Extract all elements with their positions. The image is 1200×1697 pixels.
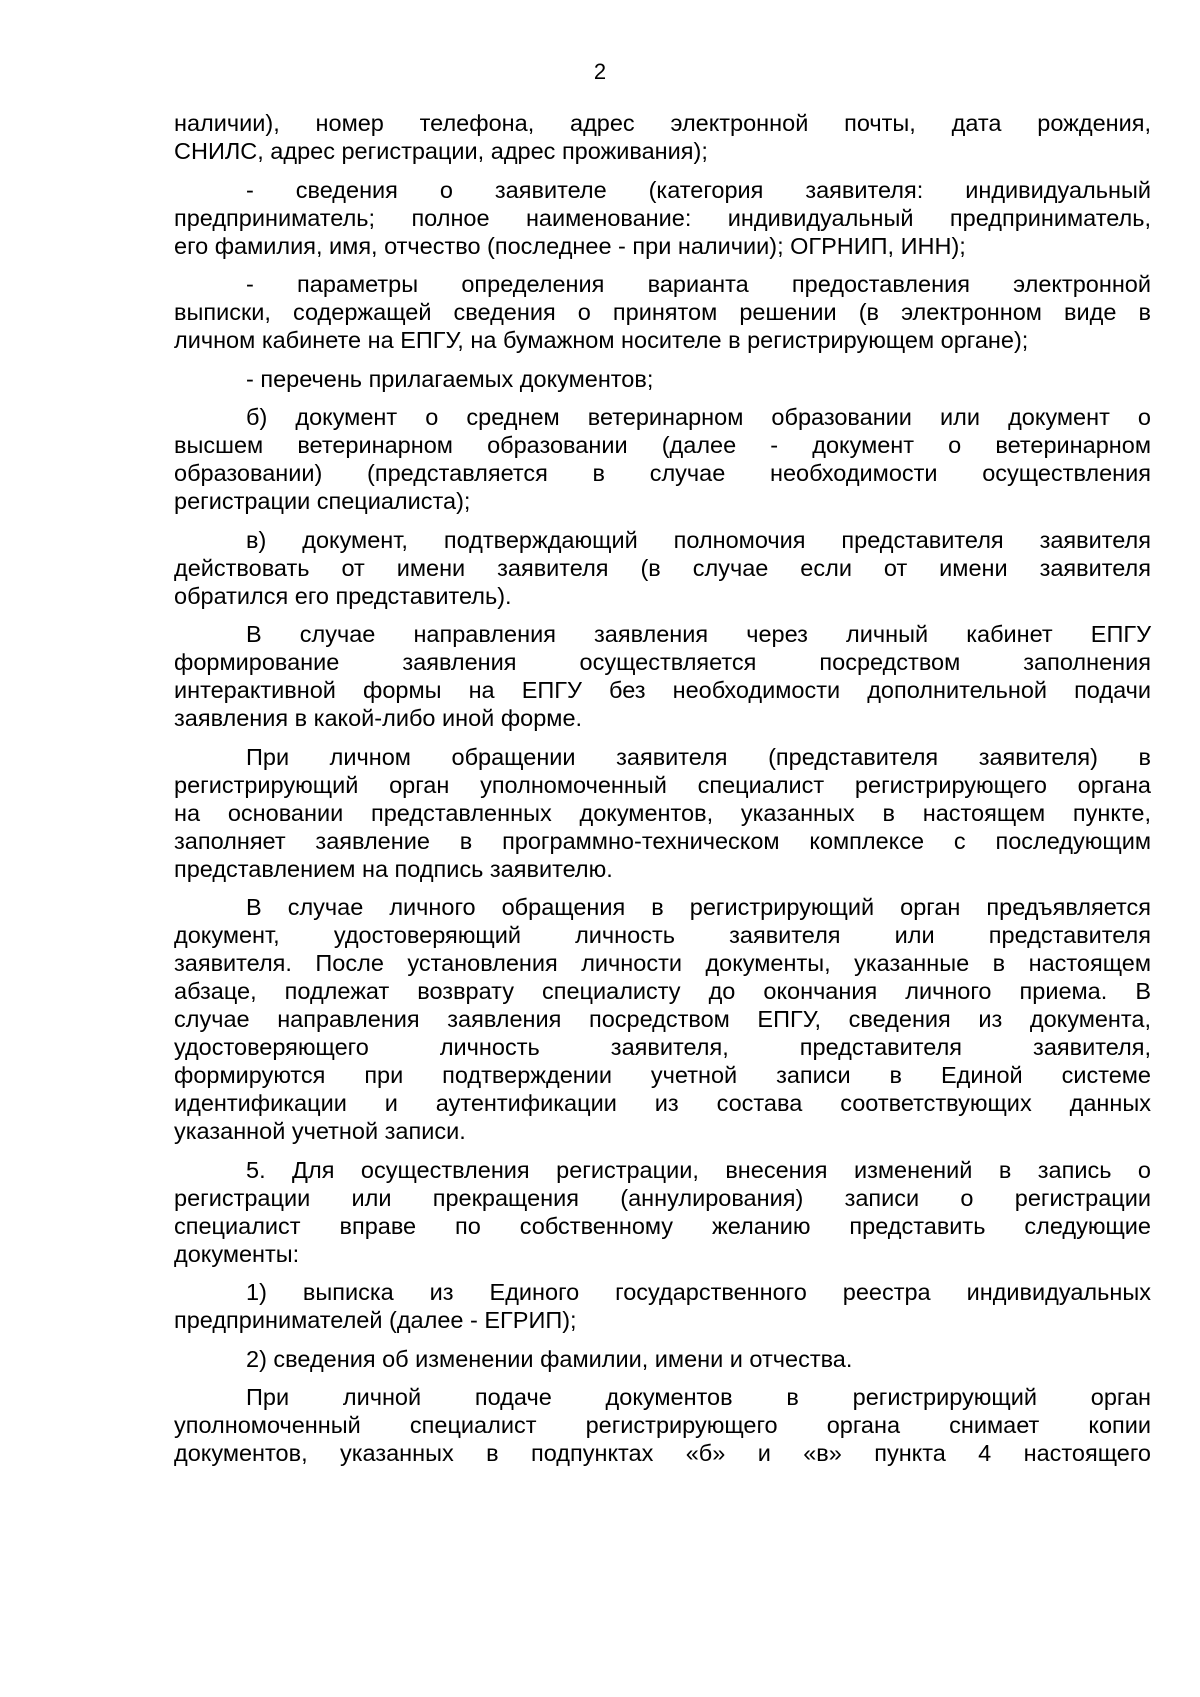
- text-line: наличии), номер телефона, адрес электронной почты, дата рождения,: [174, 110, 1151, 136]
- text-line: на основании представленных документов, указанных в настоящем пункте,: [174, 800, 1151, 826]
- text-line: специалист вправе по собственному желанию представить следующие: [174, 1213, 1151, 1239]
- text-line: формируются при подтверждении учетной записи в Единой системе: [174, 1062, 1151, 1088]
- text-line: При личном обращении заявителя (представителя заявителя) в: [246, 744, 1151, 770]
- text-line: образовании) (представляется в случае необходимости осуществления: [174, 460, 1151, 486]
- text-line: в) документ, подтверждающий полномочия представителя заявителя: [246, 527, 1151, 553]
- text-line: формирование заявления осуществляется посредством заполнения: [174, 649, 1151, 675]
- text-line: - параметры определения варианта предоставления электронной: [246, 271, 1151, 297]
- text-line: случае направления заявления посредством ЕПГУ, сведения из документа,: [174, 1006, 1151, 1032]
- text-line: абзаце, подлежат возврату специалисту до окончания личного приема. В: [174, 978, 1151, 1004]
- text-line: СНИЛС, адрес регистрации, адрес проживания);: [174, 138, 708, 164]
- text-line: заявителя. После установления личности документы, указанные в настоящем: [174, 950, 1151, 976]
- text-line: документов, указанных в подпунктах «б» и «в» пункта 4 настоящего: [174, 1440, 1151, 1466]
- text-line: документ, удостоверяющий личность заявителя или представителя: [174, 922, 1151, 948]
- text-line: документы:: [174, 1241, 300, 1267]
- text-line: указанной учетной записи.: [174, 1118, 466, 1144]
- text-line: заполняет заявление в программно-техническом комплексе с последующим: [174, 828, 1151, 854]
- text-line: 2) сведения об изменении фамилии, имени и отчества.: [246, 1346, 853, 1372]
- text-line: регистрирующий орган уполномоченный специалист регистрирующего органа: [174, 772, 1151, 798]
- text-line: обратился его представитель).: [174, 583, 512, 609]
- text-line: б) документ о среднем ветеринарном образовании или документ о: [246, 404, 1151, 430]
- text-line: уполномоченный специалист регистрирующего органа снимает копии: [174, 1412, 1151, 1438]
- text-line: идентификации и аутентификации из состава соответствующих данных: [174, 1090, 1151, 1116]
- text-line: предприниматель; полное наименование: индивидуальный предприниматель,: [174, 205, 1151, 231]
- text-line: 5. Для осуществления регистрации, внесения изменений в запись о: [246, 1157, 1151, 1183]
- text-line: представлением на подпись заявителю.: [174, 856, 613, 882]
- text-line: заявления в какой-либо иной форме.: [174, 705, 583, 731]
- text-line: предпринимателей (далее - ЕГРИП);: [174, 1307, 577, 1333]
- text-line: регистрации специалиста);: [174, 488, 471, 514]
- text-line: его фамилия, имя, отчество (последнее - при наличии); ОГРНИП, ИНН);: [174, 233, 966, 259]
- text-line: 1) выписка из Единого государственного реестра индивидуальных: [246, 1279, 1151, 1305]
- text-line: удостоверяющего личность заявителя, представителя заявителя,: [174, 1034, 1151, 1060]
- text-line: высшем ветеринарном образовании (далее - документ о ветеринарном: [174, 432, 1151, 458]
- text-line: - перечень прилагаемых документов;: [246, 366, 654, 392]
- text-line: - сведения о заявителе (категория заявителя: индивидуальный: [246, 177, 1151, 203]
- text-line: регистрации или прекращения (аннулирования) записи о регистрации: [174, 1185, 1151, 1211]
- text-line: личном кабинете на ЕПГУ, на бумажном носителе в регистрирующем органе);: [174, 327, 1029, 353]
- page-number: 2: [593, 59, 607, 84]
- text-line: действовать от имени заявителя (в случае если от имени заявителя: [174, 555, 1151, 581]
- text-line: В случае личного обращения в регистрирующий орган предъявляется: [246, 894, 1151, 920]
- text-line: При личной подаче документов в регистрирующий орган: [246, 1384, 1151, 1410]
- text-line: В случае направления заявления через личный кабинет ЕПГУ: [246, 621, 1151, 647]
- text-line: интерактивной формы на ЕПГУ без необходимости дополнительной подачи: [174, 677, 1151, 703]
- text-line: выписки, содержащей сведения о принятом решении (в электронном виде в: [174, 299, 1151, 325]
